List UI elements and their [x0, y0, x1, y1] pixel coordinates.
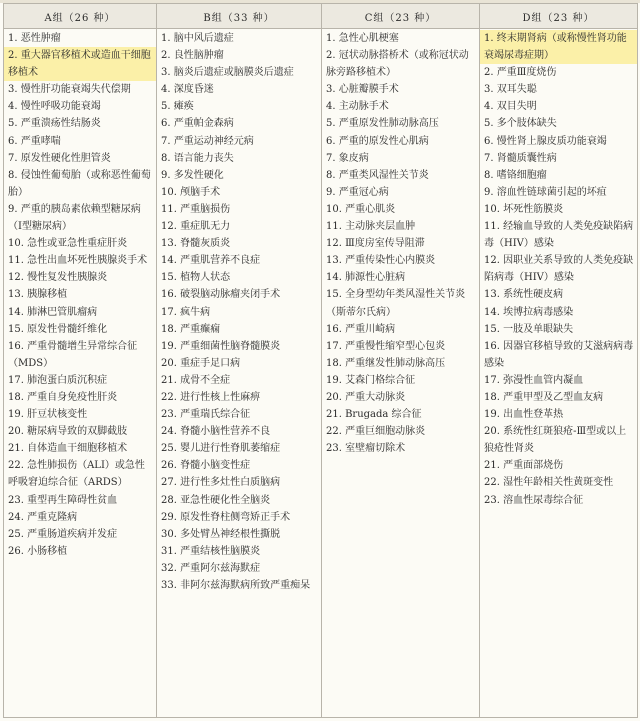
- disease-item: 5. 严重溃疡性结肠炎: [8, 118, 101, 130]
- disease-item: 14. 肺源性心脏病: [326, 272, 406, 284]
- disease-item: 10. 严重心肌炎: [326, 203, 396, 215]
- disease-item: 3. 心脏瓣膜手术: [326, 84, 399, 96]
- disease-item: 18. 严重自身免疫性肝炎: [8, 391, 118, 403]
- disease-item: 4. 主动脉手术: [326, 101, 389, 113]
- disease-item: 10. 坏死性筋膜炎: [484, 203, 564, 215]
- disease-item: 13. 脊髓灰质炎: [161, 238, 231, 250]
- disease-item: 1. 脑中风后遗症: [161, 33, 234, 44]
- disease-item: 16. 严重川崎病: [326, 323, 396, 335]
- disease-item: 23. 室壁瘤切除术: [326, 443, 406, 455]
- disease-item: 2. 良性脑肿瘤: [161, 50, 224, 62]
- disease-item: 17. 疯牛病: [161, 306, 211, 318]
- disease-item: 21. 自体造血干细胞移植术: [8, 443, 128, 455]
- disease-item: 6. 严重的原发性心肌病: [326, 135, 429, 147]
- disease-item: 11. 急性出血坏死性胰腺炎手术: [8, 255, 148, 267]
- disease-item: 21. 严重面部烧伤: [484, 460, 564, 472]
- disease-item: 9. 严重冠心病: [326, 186, 389, 198]
- group-d-header: D组（23 种）: [480, 4, 638, 29]
- disease-item: 19. 出血性登革热: [484, 409, 564, 421]
- disease-item: 13. 胰腺移植: [8, 289, 68, 301]
- disease-item: 22. 进行性核上性麻痹: [161, 391, 261, 403]
- disease-item: 9. 多发性硬化: [161, 169, 224, 181]
- disease-item: 12. Ⅲ度房室传导阻滞: [326, 238, 425, 250]
- disease-item: 15. 一肢及单眼缺失: [484, 323, 574, 335]
- disease-item: 4. 慢性呼吸功能衰竭: [8, 101, 101, 113]
- disease-item: 16. 严重骨髓增生异常综合征（MDS）: [8, 340, 138, 369]
- disease-item: 1. 急性心肌梗塞: [326, 33, 399, 44]
- disease-item: 22. 严重巨细胞动脉炎: [326, 426, 426, 438]
- disease-item: 8. 嗜铬细胞瘤: [484, 169, 547, 181]
- disease-item: 4. 双目失明: [484, 101, 537, 113]
- disease-item: 25. 婴儿进行性脊肌萎缩症: [161, 443, 281, 455]
- disease-item: 8. 语言能力丧失: [161, 152, 234, 164]
- disease-item: 22. 急性肺损伤（ALI）或急性呼吸窘迫综合征（ARDS）: [8, 460, 145, 489]
- disease-item: 23. 严重瑞氏综合征: [161, 409, 251, 421]
- disease-item: 2. 冠状动脉搭桥术（或称冠状动脉旁路移植术）: [326, 50, 469, 79]
- disease-item: 14. 肺淋巴管肌瘤病: [8, 306, 98, 318]
- disease-item: 18. 严重继发性肺动脉高压: [326, 357, 446, 369]
- group-a-header: A组（26 种）: [4, 4, 157, 29]
- disease-item: 23. 重型再生障碍性贫血: [8, 494, 118, 506]
- disease-item: 20. 严重大动脉炎: [326, 391, 406, 403]
- disease-item: 13. 系统性硬皮病: [484, 289, 564, 301]
- disease-item: 12. 慢性复发性胰腺炎: [8, 272, 108, 284]
- disease-item: 25. 严重肠道疾病并发症: [8, 528, 118, 540]
- disease-item: 12. 因职业关系导致的人类免疫缺陷病毒（HIV）感染: [484, 255, 634, 284]
- disease-item: 14. 埃博拉病毒感染: [484, 306, 574, 318]
- disease-item: 6. 严重哮喘: [8, 135, 61, 147]
- disease-item: 6. 慢性肾上腺皮质功能衰竭: [484, 135, 607, 147]
- disease-item: 17. 肺泡蛋白质沉积症: [8, 374, 108, 386]
- disease-item: 13. 严重传染性心内膜炎: [326, 255, 436, 267]
- disease-item: 5. 多个肢体缺失: [484, 118, 557, 130]
- disease-item: 23. 溶血性尿毒综合征: [484, 494, 584, 506]
- disease-item: 26. 小肠移植: [8, 545, 68, 557]
- header-row: [4, 4, 638, 29]
- disease-item: 21. 成骨不全症: [161, 374, 231, 386]
- group-a-column: [4, 29, 157, 718]
- disease-item: 16. 破裂脑动脉瘤夹闭手术: [161, 289, 281, 301]
- disease-item: 7. 象皮病: [326, 152, 369, 164]
- disease-item: 9. 溶血性链球菌引起的坏疽: [484, 186, 607, 198]
- disease-item: 17. 严重慢性缩窄型心包炎: [326, 340, 446, 352]
- disease-item: 3. 脑炎后遗症或脑膜炎后遗症: [161, 67, 294, 79]
- group-d-column: [480, 29, 638, 718]
- disease-item: 33. 非阿尔兹海默病所致严重痴呆: [161, 580, 311, 591]
- disease-item: 15. 植物人状态: [161, 272, 231, 284]
- disease-item: 4. 深度昏迷: [161, 84, 214, 96]
- disease-item: 18. 严重甲型及乙型血友病: [484, 391, 604, 403]
- disease-item: 15. 全身型幼年类风湿性关节炎（斯蒂尔氏病）: [326, 289, 466, 318]
- disease-item: 19. 艾森门格综合征: [326, 374, 416, 386]
- disease-item: 5. 瘫痪: [161, 101, 194, 113]
- disease-item: 20. 重症手足口病: [161, 357, 241, 369]
- disease-item: 8. 侵蚀性葡萄胎（或称恶性葡萄胎）: [8, 169, 151, 198]
- disease-item: 3. 慢性肝功能衰竭失代偿期: [8, 84, 131, 96]
- disease-item: 11. 严重脑损伤: [161, 203, 231, 215]
- disease-item: 7. 严重运动神经元病: [161, 135, 254, 147]
- disease-item: 10. 急性或亚急性重症肝炎: [8, 238, 128, 250]
- disease-item: 26. 脊髓小脑变性症: [161, 460, 251, 472]
- disease-item: 9. 严重的胰岛素依赖型糖尿病（Ⅰ型糖尿病）: [8, 203, 141, 233]
- disease-item: 15. 原发性骨髓纤维化: [8, 323, 108, 335]
- disease-item: 1. 恶性肿瘤: [8, 33, 61, 44]
- disease-item: 3. 双耳失聪: [484, 84, 537, 96]
- disease-item: 32. 严重阿尔兹海默症: [161, 562, 261, 574]
- disease-item: 12. 重症肌无力: [161, 221, 231, 233]
- disease-item: 18. 严重癫痫: [161, 323, 221, 335]
- disease-item: 28. 亚急性硬化性全脑炎: [161, 494, 271, 506]
- disease-item: 14. 严重肌营养不良症: [161, 255, 261, 267]
- group-c-header: C组（23 种）: [322, 4, 480, 29]
- disease-item: 20. 系统性红斑狼疮-Ⅲ型或以上狼疮性肾炎: [484, 426, 627, 455]
- disease-item: 5. 严重原发性肺动脉高压: [326, 118, 439, 130]
- disease-item: 22. 湿性年龄相关性黄斑变性: [484, 477, 614, 489]
- disease-item: 19. 肝豆状核变性: [8, 409, 88, 421]
- disease-item: 16. 因器官移植导致的艾滋病病毒感染: [484, 340, 634, 369]
- group-b-header: B组（33 种）: [157, 4, 322, 29]
- disease-groups-table: [3, 3, 638, 718]
- disease-item: 7. 肾髓质囊性病: [484, 152, 557, 164]
- disease-item: 17. 弥漫性血管内凝血: [484, 374, 584, 386]
- disease-item: 29. 原发性脊柱侧弯矫正手术: [161, 511, 291, 523]
- disease-item: 10. 颅脑手术: [161, 186, 221, 198]
- group-c-column: [322, 29, 480, 718]
- disease-item: 21. Brugada 综合征: [326, 409, 422, 421]
- disease-item: 8. 严重类风湿性关节炎: [326, 169, 429, 181]
- items-row: [4, 29, 638, 718]
- disease-item: 27. 进行性多灶性白质脑病: [161, 477, 281, 489]
- disease-item: 20. 糖尿病导致的双脚截肢: [8, 426, 128, 438]
- disease-item: 31. 严重结核性脑膜炎: [161, 545, 261, 557]
- disease-item: 2. 严重Ⅲ度烧伤: [484, 67, 557, 79]
- disease-item: 2. 重大器官移植术或造血干细胞移植术: [4, 47, 156, 81]
- disease-item: 24. 严重克隆病: [8, 511, 78, 523]
- disease-item: 19. 严重细菌性脑脊髓膜炎: [161, 340, 281, 352]
- disease-item: 7. 原发性硬化性胆管炎: [8, 152, 111, 164]
- disease-item: 11. 主动脉夹层血肿: [326, 221, 416, 233]
- disease-item: 11. 经输血导致的人类免疫缺陷病毒（HIV）感染: [484, 221, 634, 250]
- disease-item: 6. 严重帕金森病: [161, 118, 234, 130]
- group-b-column: [157, 29, 322, 718]
- disease-item: 24. 脊髓小脑性营养不良: [161, 426, 271, 438]
- disease-item: 1. 终末期肾病（或称慢性肾功能衰竭尿毒症期）: [480, 30, 637, 64]
- disease-item: 30. 多处臂丛神经根性撕脱: [161, 528, 281, 540]
